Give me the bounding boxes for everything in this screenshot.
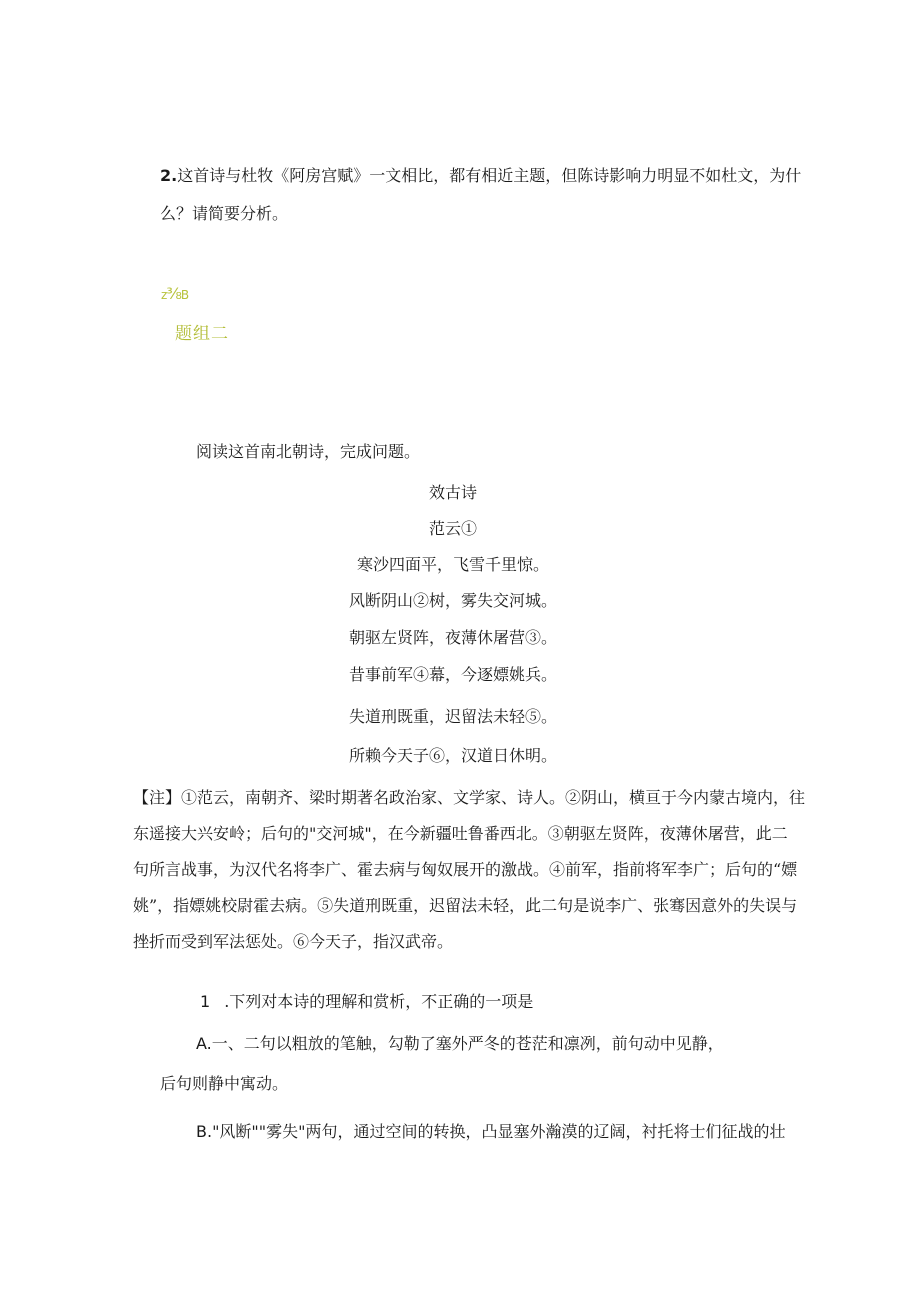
question-2-text: 这首诗与杜牧《阿房宫赋》一文相比，都有相近主题，但陈诗影响力明显不如杜文，为什 (177, 166, 802, 185)
option-a-letter: A. (196, 1034, 212, 1053)
question-1-text: .下列对本诗的理解和赏析，不正确的一项是 (224, 992, 534, 1011)
poem-line: 昔事前军④幕，今逐嫖姚兵。 (348, 665, 557, 684)
question-1 (200, 984, 533, 1020)
question-2-number: 2. (160, 166, 178, 185)
option-a (196, 1026, 724, 1062)
section-mark-icon: z⅜B (161, 284, 189, 303)
note-line: 【注】①范云，南朝齐、梁时期著名政治家、文学家、诗人。②阴山，横亘于今内蒙古境内，往 (133, 788, 806, 807)
poem-line: 所赖今天子⑥，汉道日休明。 (348, 746, 557, 765)
question-2-line-1 (160, 158, 801, 194)
section-title: 题组二 (175, 324, 229, 344)
poem-line: 失道刑既重，迟留法未轻⑤。 (348, 707, 557, 726)
note-line: 句所言战事，为汉代名将李广、霍去病与匈奴展开的激战。④前军，指前将军李广；后句的“嫖 (133, 860, 798, 879)
poem-line: 寒沙四面平，飞雪千里惊。 (356, 555, 549, 574)
poem-title: 效古诗 (428, 483, 477, 502)
poem-author: 范云① (428, 519, 477, 538)
note-line: 东遥接大兴安岭；后句的"交河城"，在今新疆吐鲁番西北。③朝驱左贤阵，夜薄休屠营，此二 (133, 824, 788, 843)
poem-line: 风断阴山②树，雾失交河城。 (348, 591, 557, 610)
question-1-number: 1 (200, 992, 211, 1011)
option-a-text: 一、二句以粗放的笔触，勾勒了塞外严冬的苍茫和凛冽，前句动中见静， (211, 1034, 724, 1053)
note-line: 挫折而受到军法惩处。⑥今天子，指汉武帝。 (133, 932, 454, 951)
option-b-letter: B. (196, 1122, 213, 1141)
poem-notes (133, 780, 806, 960)
question-2-line-2: 么？请简要分析。 (160, 204, 289, 223)
option-b (196, 1114, 786, 1150)
option-b-text: "风断""雾失"两句，通过空间的转换，凸显塞外瀚漠的辽阔，衬托将士们征战的壮 (212, 1122, 786, 1141)
option-a-continued: 后句则静中寓动。 (160, 1074, 289, 1093)
poem-line: 朝驱左贤阵，夜薄休屠营③。 (348, 628, 557, 647)
note-line: 姚”，指嫖姚校尉霍去病。⑤失道刑既重，迟留法未轻，此二句是说李广、张骞因意外的失误与 (133, 896, 798, 915)
reading-instruction: 阅读这首南北朝诗，完成问题。 (196, 442, 421, 461)
